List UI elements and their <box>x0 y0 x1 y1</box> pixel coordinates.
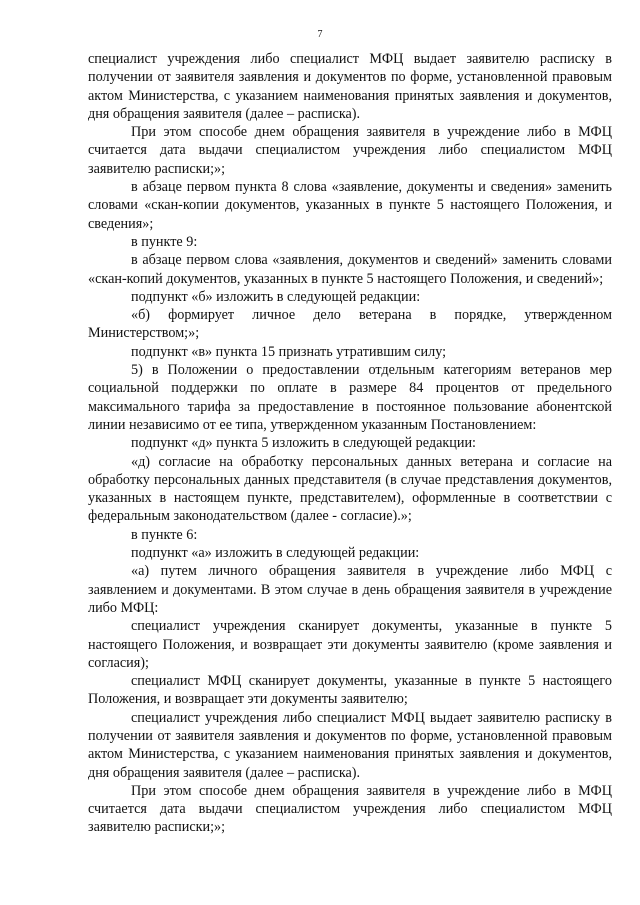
paragraph: подпункт «а» изложить в следующей редакции: <box>131 545 420 562</box>
paragraph: «а) путем личного обращения заявителя в учреждение либо МФЦ с заявлением и документами. В этом случае в день обращения заявителя в учреждение либо МФЦ: <box>88 563 612 616</box>
document-body <box>88 50 612 837</box>
paragraph: специалист учреждения либо специалист МФЦ выдает заявителю расписку в получении от заявителя заявления и документов по форме, установленной правовым актом Министерства, с указанием наименования принятых заявления и документов, дня обращения заявителя (далее – расписка). <box>88 51 612 122</box>
paragraph: 5) в Положении о предоставлении отдельным категориям ветеранов мер социальной поддержки по оплате в размере 84 процентов от предельного максимального тарифа за предоставление в постоянное пользование абонентской линии независимо от ее типа, утвержденном указанным Постановлением: <box>88 362 612 433</box>
paragraph: подпункт «в» пункта 15 признать утратившим силу; <box>131 343 447 360</box>
paragraph: При этом способе днем обращения заявителя в учреждение либо в МФЦ считается дата выдачи специалистом учреждения либо специалистом МФЦ заявителю расписки;»; <box>88 782 612 836</box>
page-number: 7 <box>317 29 323 40</box>
paragraph: специалист МФЦ сканирует документы, указанные в пункте 5 настоящего Положения, и возвращает эти документы заявителю; <box>88 673 612 708</box>
paragraph: специалист учреждения сканирует документы, указанные в пункте 5 настоящего Положения, и возвращает эти документы заявителю (кроме заявления и согласия); <box>88 618 612 671</box>
paragraph: специалист учреждения либо специалист МФЦ выдает заявителю расписку в получении от заявителя заявления и документов по форме, установленной правовым актом Министерства, с указанием наименования принятых заявления и документов, дня обращения заявителя (далее – расписка). <box>88 709 612 781</box>
paragraph: в абзаце первом слова «заявления, документов и сведений» заменить словами «скан-копий документов, указанных в пункте 5 настоящего Положения, и сведений»; <box>88 252 612 287</box>
paragraph: «б) формирует личное дело ветерана в порядке, утвержденном Министерством;»; <box>88 307 612 342</box>
paragraph: «д) согласие на обработку персональных данных ветерана и согласие на обработку персональных данных представителя (в случае представления документов, указанных в настоящем пункте, представителем), оформленные в соответствии с федеральным законодательством (далее - согласие).»; <box>88 453 612 525</box>
paragraph: подпункт «д» пункта 5 изложить в следующей редакции: <box>131 435 476 452</box>
paragraph: При этом способе днем обращения заявителя в учреждение либо в МФЦ считается дата выдачи специалистом учреждения либо специалистом МФЦ заявителю расписки;»; <box>88 124 612 177</box>
paragraph: подпункт «б» изложить в следующей редакции: <box>131 288 421 305</box>
paragraph: в абзаце первом пункта 8 слова «заявление, документы и сведения» заменить словами «скан-копии документов, указанных в пункте 5 настоящего Положения, и сведения»; <box>88 179 612 232</box>
paragraph: в пункте 6: <box>131 526 198 543</box>
paragraph: в пункте 9: <box>131 233 198 250</box>
